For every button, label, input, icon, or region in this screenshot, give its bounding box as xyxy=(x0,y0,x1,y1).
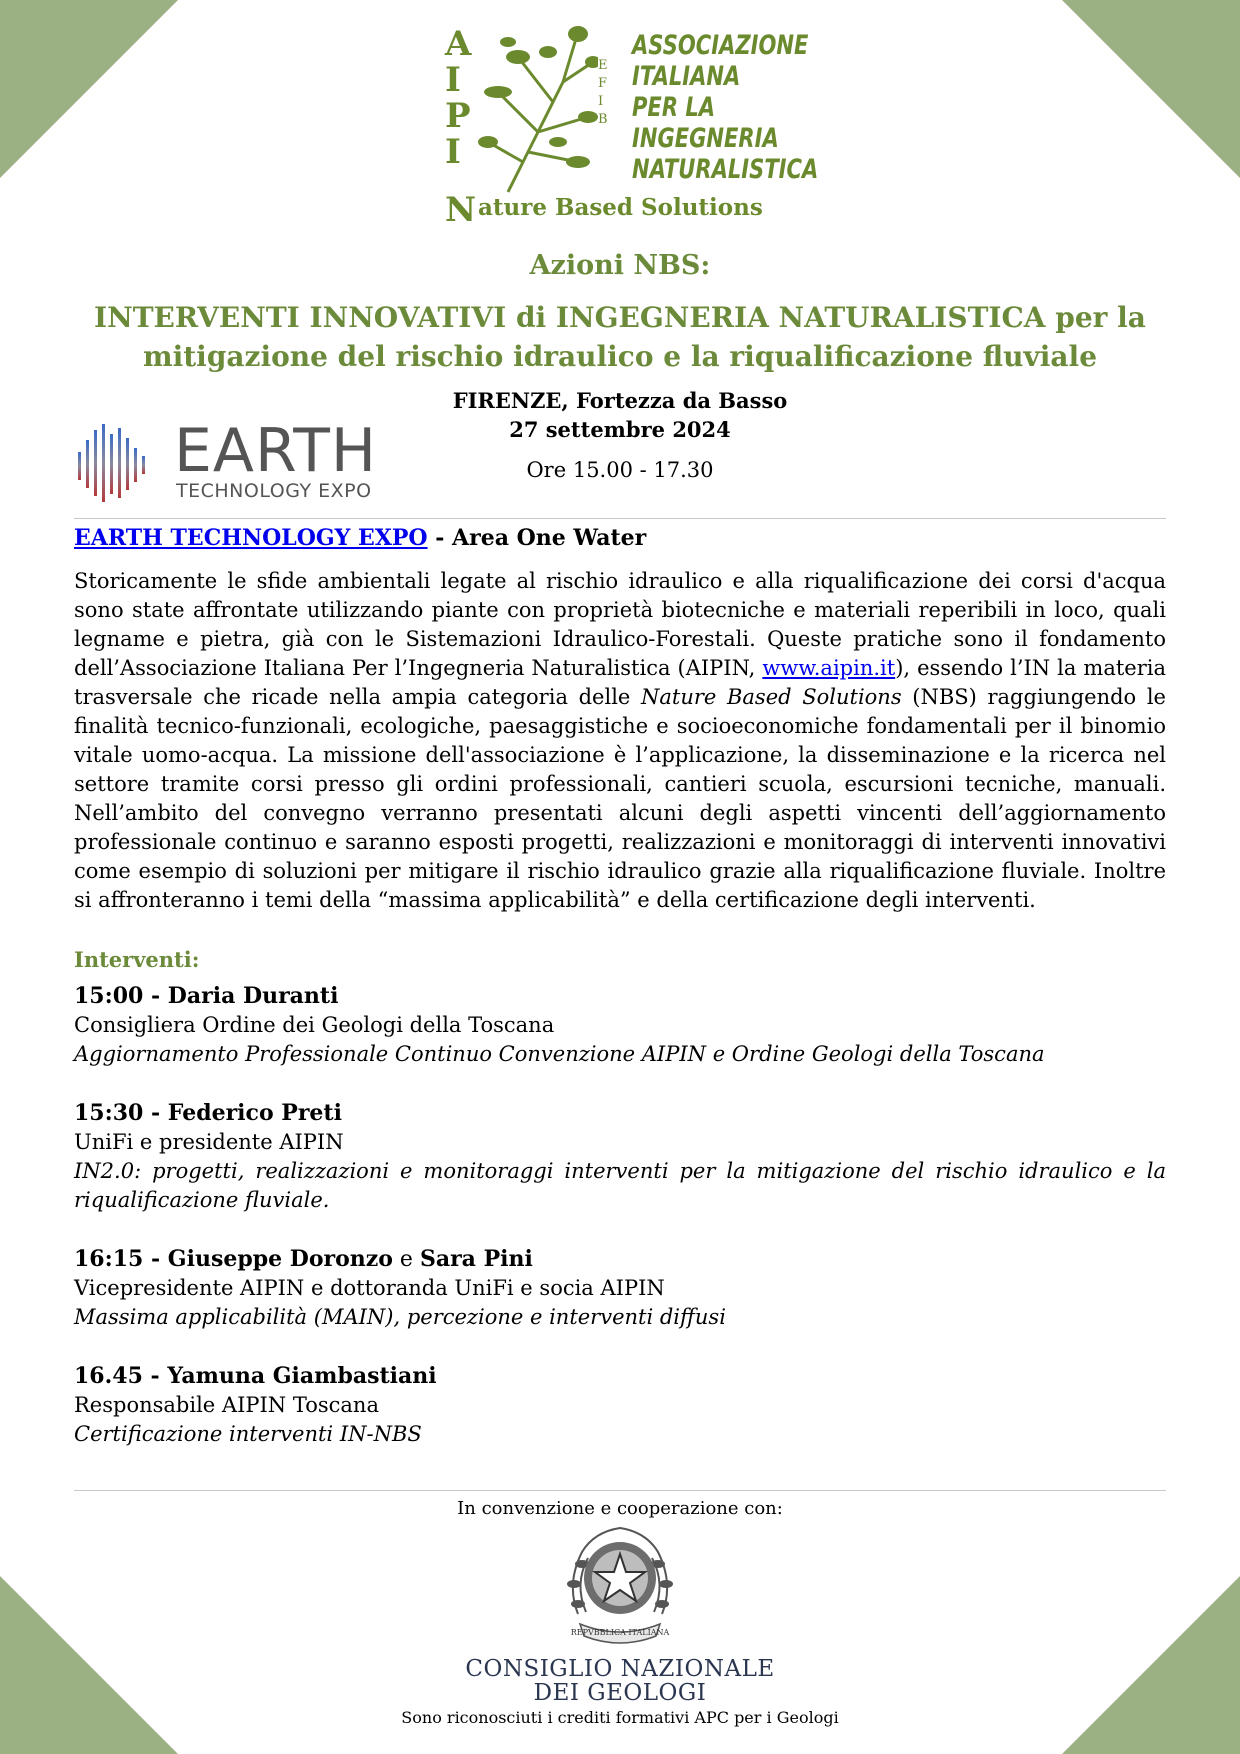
expo-heading: EARTH TECHNOLOGY EXPO - Area One Water xyxy=(74,525,647,551)
cng-name-line1: CONSIGLIO NAZIONALE xyxy=(465,1656,775,1682)
sound-bars-icon xyxy=(76,424,156,502)
aipin-letter: I xyxy=(445,132,461,172)
corner-decoration-top-left xyxy=(0,0,178,178)
aipin-letter: I xyxy=(445,60,461,100)
aipin-website-link[interactable]: www.aipin.it xyxy=(762,656,896,680)
association-name: ASSOCIAZIONE ITALIANA PER LA INGEGNERIA NATURALISTICA xyxy=(632,30,819,185)
cng-name-line2: DEI GEOLOGI xyxy=(533,1680,707,1706)
talk-item xyxy=(74,1245,1166,1332)
talk-speaker: 16:15 - Giuseppe Doronzo e Sara Pini xyxy=(74,1246,533,1272)
event-time: Ore 15.00 - 17.30 xyxy=(526,458,714,482)
earth-technology-expo-logo xyxy=(76,416,386,504)
earth-logo-word: EARTH xyxy=(174,416,378,486)
talk-item xyxy=(74,982,1166,1069)
aipin-logo xyxy=(440,22,819,232)
talk-title: Certificazione interventi IN-NBS xyxy=(74,1422,422,1446)
talk-role: Vicepresidente AIPIN e dottoranda UniFi e socia AIPIN xyxy=(74,1276,665,1300)
earth-logo-subtitle: TECHNOLOGY EXPO xyxy=(176,480,372,502)
efib-letter: E xyxy=(598,58,608,73)
event-title: Azioni NBS: xyxy=(529,250,711,281)
corner-decoration-top-right xyxy=(1062,0,1240,178)
aipin-letter: N xyxy=(445,190,477,230)
efib-letter: F xyxy=(598,76,608,91)
credits-note: Sono riconosciuti i crediti formativi APC per i Geologi xyxy=(401,1708,839,1727)
intro-paragraph: Storicamente le sfide ambientali legate al rischio idraulico e alla riqualificazione dei corsi d'acqua sono state affrontate utilizzando piante con proprietà biotecniche e materiali reperibili in loco, quali legname e pietra, già con le Sistemazioni Idraulico-Forestali. Queste pratiche sono il fondamento dell’Associazione Italiana Per l’Ingegneria Naturalistica (AIPIN, www.aipin.it), essendo l’IN la materia trasversale che ricade nella ampia categoria delle Nature Based Solutions (NBS) raggiungendo le finalità tecnico-funzionali, ecologiche, paesaggistiche e socioeconomiche fondamentali per il binomio vitale uomo-acqua. La missione dell'associazione è l’applicazione, la disseminazione e la ricerca nel settore tramite corsi presso gli ordini professionali, cantieri scuola, escursioni tecniche, manuali. Nell’ambito del convegno verranno presentati alcuni degli aspetti vincenti dell’aggiornamento professionale continuo e saranno esposti progetti, realizzazioni e monitoraggi di interventi innovativi come esempio di soluzioni per mitigare il rischio idraulico grazie alla riqualificazione fluviale. Inoltre si affronteranno i temi della “massima applicabilità” e della certificazione degli interventi. xyxy=(74,569,1166,912)
logo-tagline: ature Based Solutions xyxy=(478,194,763,221)
tree-icon xyxy=(478,22,598,194)
talk-title: Massima applicabilità (MAIN), percezione e interventi diffusi xyxy=(74,1305,726,1329)
program-heading: Interventi: xyxy=(74,947,200,972)
earth-expo-link[interactable]: EARTH TECHNOLOGY EXPO xyxy=(74,525,428,551)
talk-title: IN2.0: progetti, realizzazioni e monitoraggi interventi per la mitigazione del rischio idraulico e la riqualificazione fluviale. xyxy=(74,1159,1166,1212)
partnership-label: In convenzione e cooperazione con: xyxy=(457,1498,783,1519)
divider xyxy=(74,1490,1166,1491)
talk-item xyxy=(74,1362,1166,1449)
talk-role: Consigliera Ordine dei Geologi della Toscana xyxy=(74,1013,555,1037)
seal-ribbon-text: REPVBBLICA ITALIANA xyxy=(570,1628,670,1637)
divider xyxy=(74,518,1166,519)
talk-role: UniFi e presidente AIPIN xyxy=(74,1130,344,1154)
italian-emblem-icon xyxy=(560,1524,680,1650)
talk-speaker: 16.45 - Yamuna Giambastiani xyxy=(74,1363,437,1389)
talk-role: Responsabile AIPIN Toscana xyxy=(74,1393,379,1417)
aipin-letter: A xyxy=(445,24,472,64)
event-subtitle: INTERVENTI INNOVATIVI di INGEGNERIA NATURALISTICA per la mitigazione del rischio idraulico e la riqualificazione fluviale xyxy=(94,301,1146,373)
event-date: 27 settembre 2024 xyxy=(509,417,731,442)
efib-letter: I xyxy=(598,94,604,109)
efib-letter: B xyxy=(598,112,608,127)
talk-speaker: 15:30 - Federico Preti xyxy=(74,1100,342,1126)
talk-item xyxy=(74,1099,1166,1215)
talk-speaker: 15:00 - Daria Duranti xyxy=(74,983,339,1009)
aipin-letter: P xyxy=(445,96,471,136)
event-venue: FIRENZE, Fortezza da Basso xyxy=(452,388,788,413)
talk-title: Aggiornamento Professionale Continuo Convenzione AIPIN e Ordine Geologi della Toscana xyxy=(74,1042,1045,1066)
